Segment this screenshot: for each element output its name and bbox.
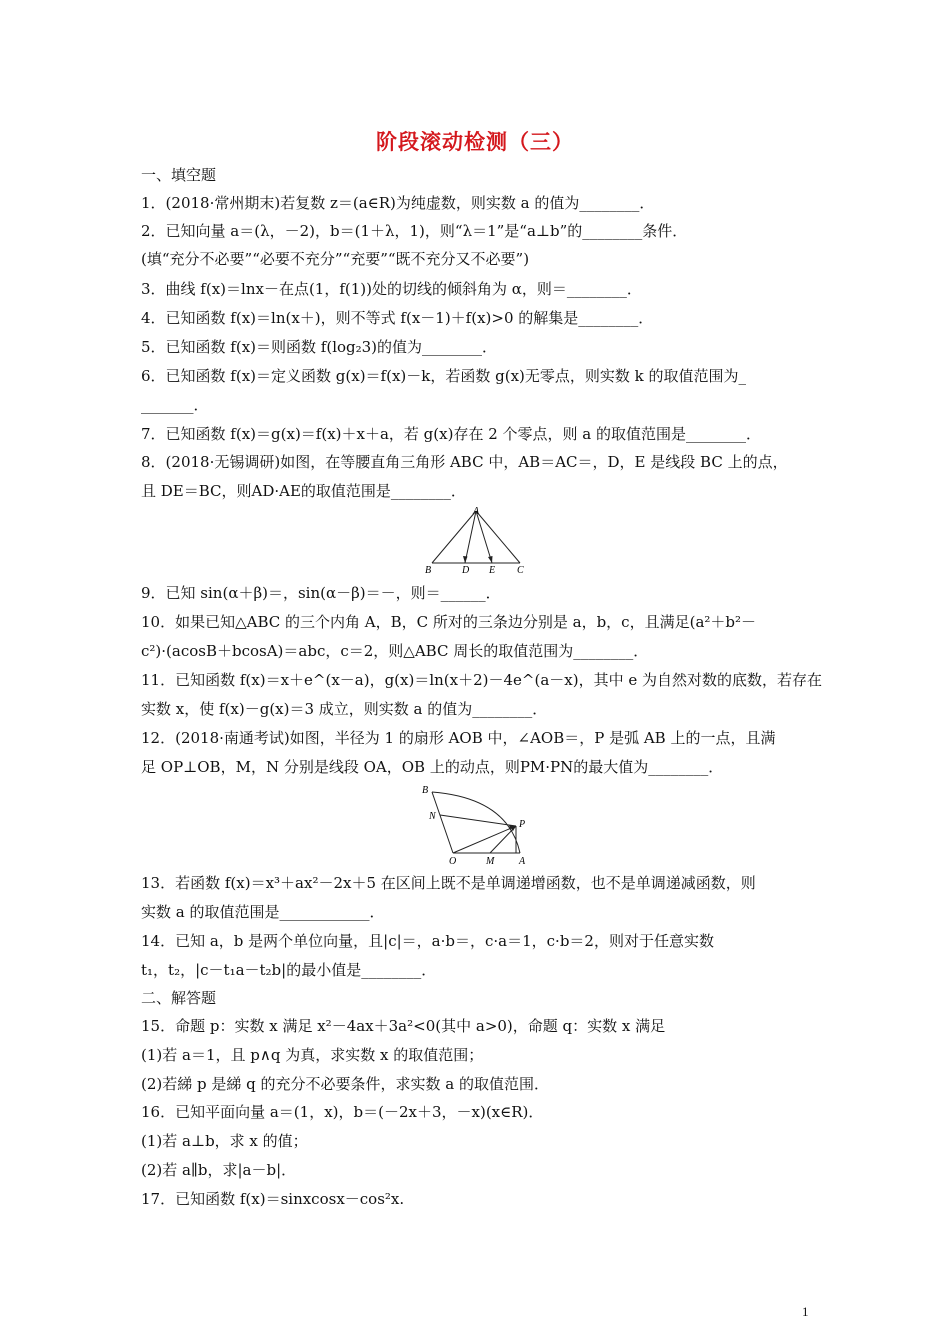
question-9: 9．已知 sin(α＋β)＝，sin(α－β)＝－，则＝______． [141, 584, 501, 602]
question-5: 5．已知函数 f(x)＝则函数 f(log₂3)的值为________． [141, 338, 498, 356]
question-16-part-2: (2)若 a∥b，求|a－b|． [141, 1161, 297, 1179]
label-D: D [462, 565, 470, 575]
label-N: N [429, 811, 436, 822]
section-heading-fill-blank: 一、填空题 [141, 166, 217, 184]
label-M: M [486, 856, 495, 865]
question-6-line-2: _______． [141, 396, 209, 414]
question-12-line-2: 足 OP⊥OB，M，N 分别是线段 OA，OB 上的动点，则PM·PN的最大值为________． [141, 758, 724, 776]
section-heading-solve: 二、解答题 [141, 989, 217, 1007]
label-E: E [489, 565, 496, 575]
page-number: 1 [802, 1304, 809, 1319]
label-C: C [517, 565, 524, 575]
label-O: O [449, 856, 457, 865]
question-14-line-2: t₁，t₂，|c－t₁a－t₂b|的最小值是________． [141, 961, 437, 979]
question-3: 3．曲线 f(x)＝lnx－在点(1，f(1))处的切线的倾斜角为 α，则＝________． [141, 280, 642, 298]
label-A: A [519, 856, 526, 865]
isosceles-triangle-figure [420, 503, 532, 575]
label-A: A [473, 506, 480, 517]
question-8-line-2: 且 DE＝BC，则AD·AE的取值范围是________． [141, 482, 466, 500]
question-16-part-1: (1)若 a⊥b，求 x 的值； [141, 1132, 308, 1150]
question-1: 1．(2018·常州期末)若复数 z＝(a∈R)为纯虚数，则实数 a 的值为________． [141, 194, 655, 212]
question-13-line-2: 实数 a 的取值范围是____________． [141, 903, 385, 921]
question-2-line-1: 2．已知向量 a＝(λ，－2)，b＝(1＋λ，1)，则“λ＝1”是“a⊥b”的________条件． [141, 222, 688, 240]
question-10-line-2: c²)·(acosB＋bcosA)＝abc，c＝2，则△ABC 周长的取值范围为________． [141, 642, 649, 660]
question-4: 4．已知函数 f(x)＝ln(x＋)，则不等式 f(x－1)＋f(x)>0 的解集是________． [141, 309, 654, 327]
question-11-line-1: 11．已知函数 f(x)＝x＋e^(x－a)，g(x)＝ln(x＋2)－4e^(a－x)，其中 e 为自然对数的底数，若存在 [141, 671, 823, 689]
label-B: B [422, 785, 429, 796]
label-B: B [425, 565, 432, 575]
question-2-line-2: (填“充分不必要”“必要不充分”“充要”“既不充分又不必要”) [141, 250, 530, 268]
question-14-line-1: 14．已知 a，b 是两个单位向量，且|c|＝，a·b＝，c·a＝1，c·b＝2，则对于任意实数 [141, 932, 714, 950]
question-12-line-1: 12．(2018·南通考试)如图，半径为 1 的扇形 AOB 中，∠AOB＝，P 是弧 AB 上的一点，且满 [141, 729, 776, 747]
question-17: 17．已知函数 f(x)＝sinxcosx－cos²x. [141, 1190, 405, 1208]
question-15-part-1: (1)若 a＝1，且 p∧q 为真，求实数 x 的取值范围； [141, 1046, 484, 1064]
question-13-line-1: 13．若函数 f(x)＝x³＋ax²－2x＋5 在区间上既不是单调递增函数，也不是单调递减函数，则 [141, 874, 756, 892]
page-title: 阶段滚动检测（三） [376, 130, 574, 154]
label-P: P [519, 819, 526, 830]
question-6-line-1: 6．已知函数 f(x)＝定义函数 g(x)＝f(x)－k，若函数 g(x)无零点，则实数 k 的取值范围为_ [141, 367, 747, 385]
question-16: 16．已知平面向量 a＝(1，x)，b＝(－2x＋3，－x)(x∈R)． [141, 1103, 544, 1121]
question-7: 7．已知函数 f(x)＝g(x)＝f(x)＋x＋a，若 g(x)存在 2 个零点，则 a 的取值范围是________． [141, 425, 762, 443]
question-11-line-2: 实数 x，使 f(x)－g(x)＝3 成立，则实数 a 的值为________． [141, 700, 548, 718]
question-8-line-1: 8．(2018·无锡调研)如图，在等腰直角三角形 ABC 中，AB＝AC＝，D，E 是线段 BC 上的点， [141, 453, 788, 471]
question-10-line-1: 10．如果已知△ABC 的三个内角 A，B，C 所对的三条边分别是 a，b，c，且满足(a²＋b²－ [141, 613, 757, 631]
sector-figure [418, 780, 533, 865]
question-15-part-2: (2)若綈 p 是綈 q 的充分不必要条件，求实数 a 的取值范围． [141, 1075, 550, 1093]
question-15: 15．命题 p：实数 x 满足 x²－4ax＋3a²<0(其中 a>0)，命题 q：实数 x 满足 [141, 1017, 666, 1035]
